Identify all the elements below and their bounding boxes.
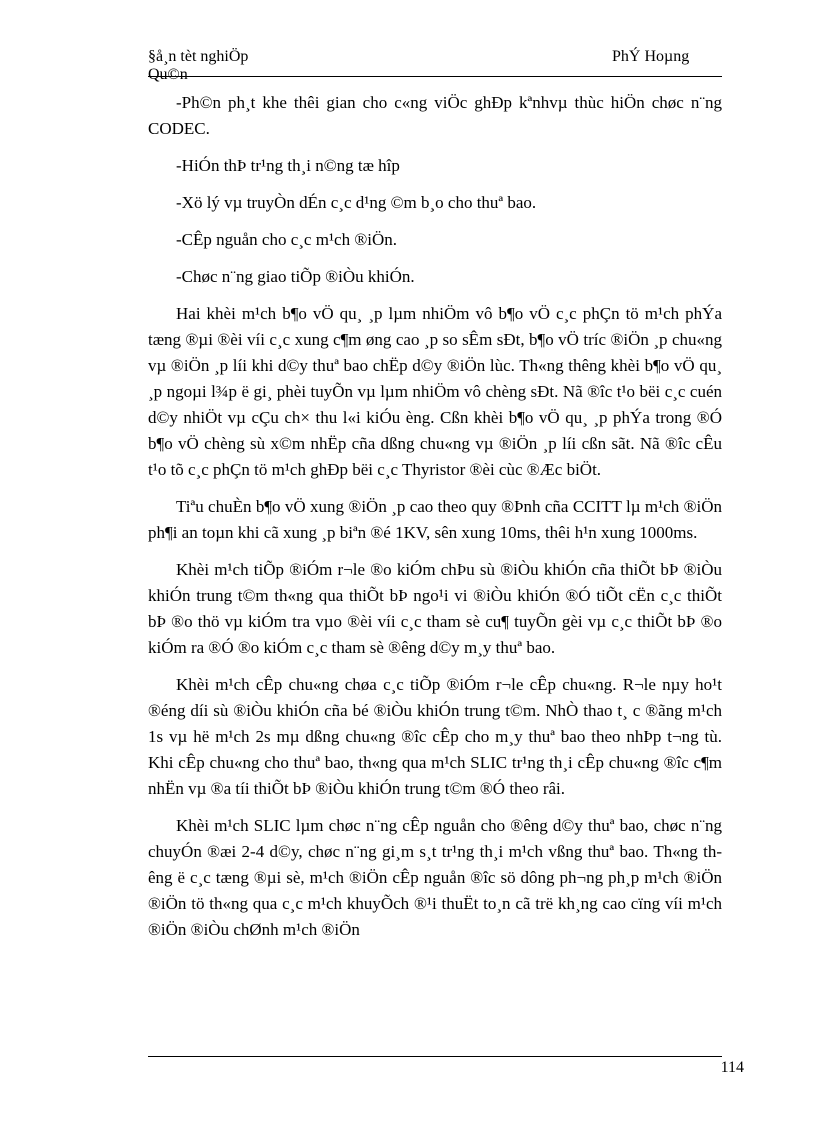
paragraph-overvoltage-protection: Hai khèi m¹ch b¶o vÖ qu¸ ¸p lµm nhiÖm vô b¶o vÖ c¸c phÇn tö m¹ch phÝa tæng ®µi ®èi víi c¸c xung c¶m øng cao ¸p so sÊm sÐt, b¶o vÖ tríc ®iÖn ¸p chu«ng vµ ®iÖn ¸p líi khi d©y thuª bao chËp d©y ®iÖn lùc. Th«ng thêng khèi b¶o vÖ qu¸ ¸p ngoµi l¾p ë gi¸ phèi tuyÕn vµ lµm nhiÖm vô chèng sÐt. Nã ®îc t¹o bëi c¸c cuén d©y nhiÖt vµ cÇu ch× thu l«i kiÓu èng. Cßn khèi b¶o vÖ qu¸ ¸p phÝa trong ®Ó b¶o vÖ chèng sù x©m nhËp cña dßng chu«ng vµ ®iÖn ¸p líi cßn sãt. Nã ®îc cÊu t¹o tõ c¸c phÇn tö m¹ch ghÐp bëi c¸c Thyristor ®èi cùc ®Æc biÖt.	[148, 304, 722, 479]
header-author: PhÝ Hoµng	[612, 48, 690, 65]
paragraph-test-relay: Khèi m¹ch tiÕp ®iÓm r¬le ®o kiÓm chÞu sù ®iÒu khiÓn cña thiÕt bÞ ®iÒu khiÓn trung t©m th«ng qua thiÕt bÞ ngo¹i vi ®iÒu khiÓn ®Ó tiÕt cËn c¸c thiÕt bÞ ®o thö vµ kiÓm tra vµo ®èi víi c¸c tham sè cu¶ tuyÕn gèi vµ c¸c thiÕt bÞ ®o kiÓm ra ®Ó ®o kiÓm c¸c tham sè ®êng d©y m¸y thuª bao.	[148, 560, 722, 657]
header-left	[148, 48, 248, 84]
list-item-time-slot: -Ph©n ph¸t khe thêi gian cho c«ng viÖc ghÐp kªnhvµ thùc hiÖn chøc n¨ng CODEC.	[148, 93, 722, 138]
paragraph-ccitt-standard: Tiªu chuÈn b¶o vÖ xung ®iÖn ¸p cao theo quy ®Þnh cña CCITT lµ m¹ch ®iÖn ph¶i an toµn khi cã xung ¸p biªn ®é 1KV, sên xung 10ms, thêi h¹n xung 1000ms.	[148, 497, 722, 542]
list-item-control-interface: -Chøc n¨ng giao tiÕp ®iÒu khiÓn.	[176, 267, 415, 286]
header-thesis-subtitle: Qu©n	[148, 66, 188, 83]
header-thesis-title: §å¸n tèt nghiÖp	[148, 48, 249, 65]
paragraph-slic-circuit: Khèi m¹ch SLIC lµm chøc n¨ng cÊp nguån cho ®êng d©y thuª bao, chøc n¨ng chuyÓn ®æi 2-4 d©y, chøc n¨ng gi¸m s¸t tr¹ng th¸i m¹ch vßng thuª bao. Th«ng thêng ë c¸c tæng ®µi sè, m¹ch ®iÖn cÊp nguån ®îc sö dông ph¬ng ph¸p m¹ch ®iÖn ®iÖn tö th«ng qua c¸c m¹ch khuyÕch ®¹i thuËt to¸n cã trë kh¸ng cao cïng víi m¹ch ®iÖn ®iÒu chØnh m¹ch ®iÖn	[148, 816, 722, 939]
list-item-tone-processing: -Xö lý vµ truyÒn dÉn c¸c d¹ng ©m b¸o cho thuª bao.	[176, 193, 537, 212]
footer-divider	[148, 1056, 722, 1057]
paragraph-ringing-circuit: Khèi m¹ch cÊp chu«ng chøa c¸c tiÕp ®iÓm r¬le cÊp chu«ng. R¬le nµy ho¹t ®éng díi sù ®iÒu khiÓn cña bé ®iÒu khiÓn trung t©m. NhÒ thao t¸ c ®ãng m¹ch 1s vµ hë m¹ch 2s mµ dßng chu«ng ®îc cÊp cho m¸y thuª bao theo nhÞp t¬ng tù. Khi cÊp chu«ng cho thuª bao, th«ng qua m¹ch SLIC tr¹ng th¸i cÊp chu«ng ®îc c¶m nhËn vµ ®a tíi thiÕt bÞ ®iÒu khiÓn trung t©m ®Ó theo râi.	[148, 675, 722, 798]
page-number: 114	[720, 1059, 744, 1076]
list-item-display-state: -HiÓn thÞ tr¹ng th¸i n©ng tæ hîp	[176, 156, 400, 175]
list-item-power-supply: -CÊp nguån cho c¸c m¹ch ®iÖn.	[176, 230, 398, 249]
body-text	[148, 90, 722, 954]
header-divider	[148, 76, 722, 77]
